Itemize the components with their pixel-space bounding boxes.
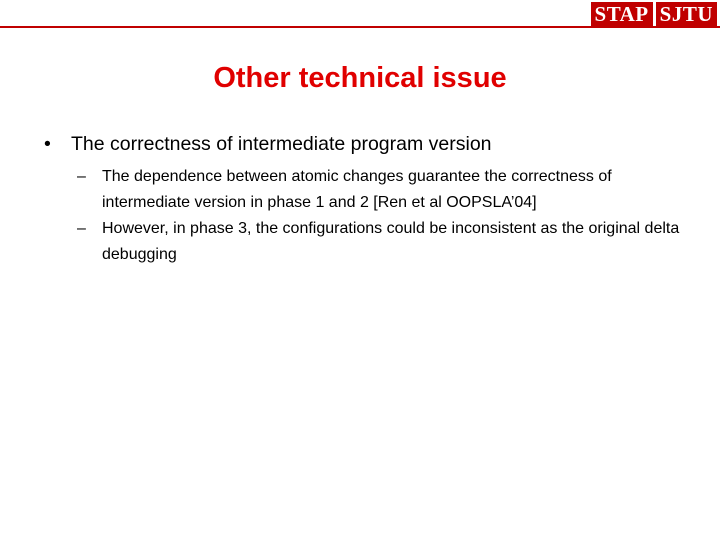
bullet-marker: • bbox=[44, 133, 51, 155]
sub-bullet-text: However, in phase 3, the configurations could be inconsistent as the original delta debugging bbox=[102, 220, 680, 263]
sub-bullet-text: The dependence between atomic changes guarantee the correctness of intermediate version in phase 1 and 2 [Ren et al OOPSLA’04] bbox=[102, 168, 612, 211]
logo-stap-text: STAP bbox=[591, 2, 653, 26]
stap-sjtu-logo bbox=[591, 2, 717, 26]
slide-title: Other technical issue bbox=[213, 62, 507, 94]
sub-bullet-item bbox=[77, 216, 682, 268]
bullet-list bbox=[44, 130, 684, 268]
header-rule bbox=[0, 26, 720, 28]
sub-bullet-marker: – bbox=[77, 168, 86, 185]
bullet-text: The correctness of intermediate program version bbox=[71, 133, 492, 155]
bullet-item bbox=[44, 130, 684, 158]
logo-sjtu-text: SJTU bbox=[656, 2, 717, 26]
sub-bullet-list bbox=[44, 164, 684, 268]
sub-bullet-marker: – bbox=[77, 220, 86, 237]
sub-bullet-item bbox=[77, 164, 682, 216]
